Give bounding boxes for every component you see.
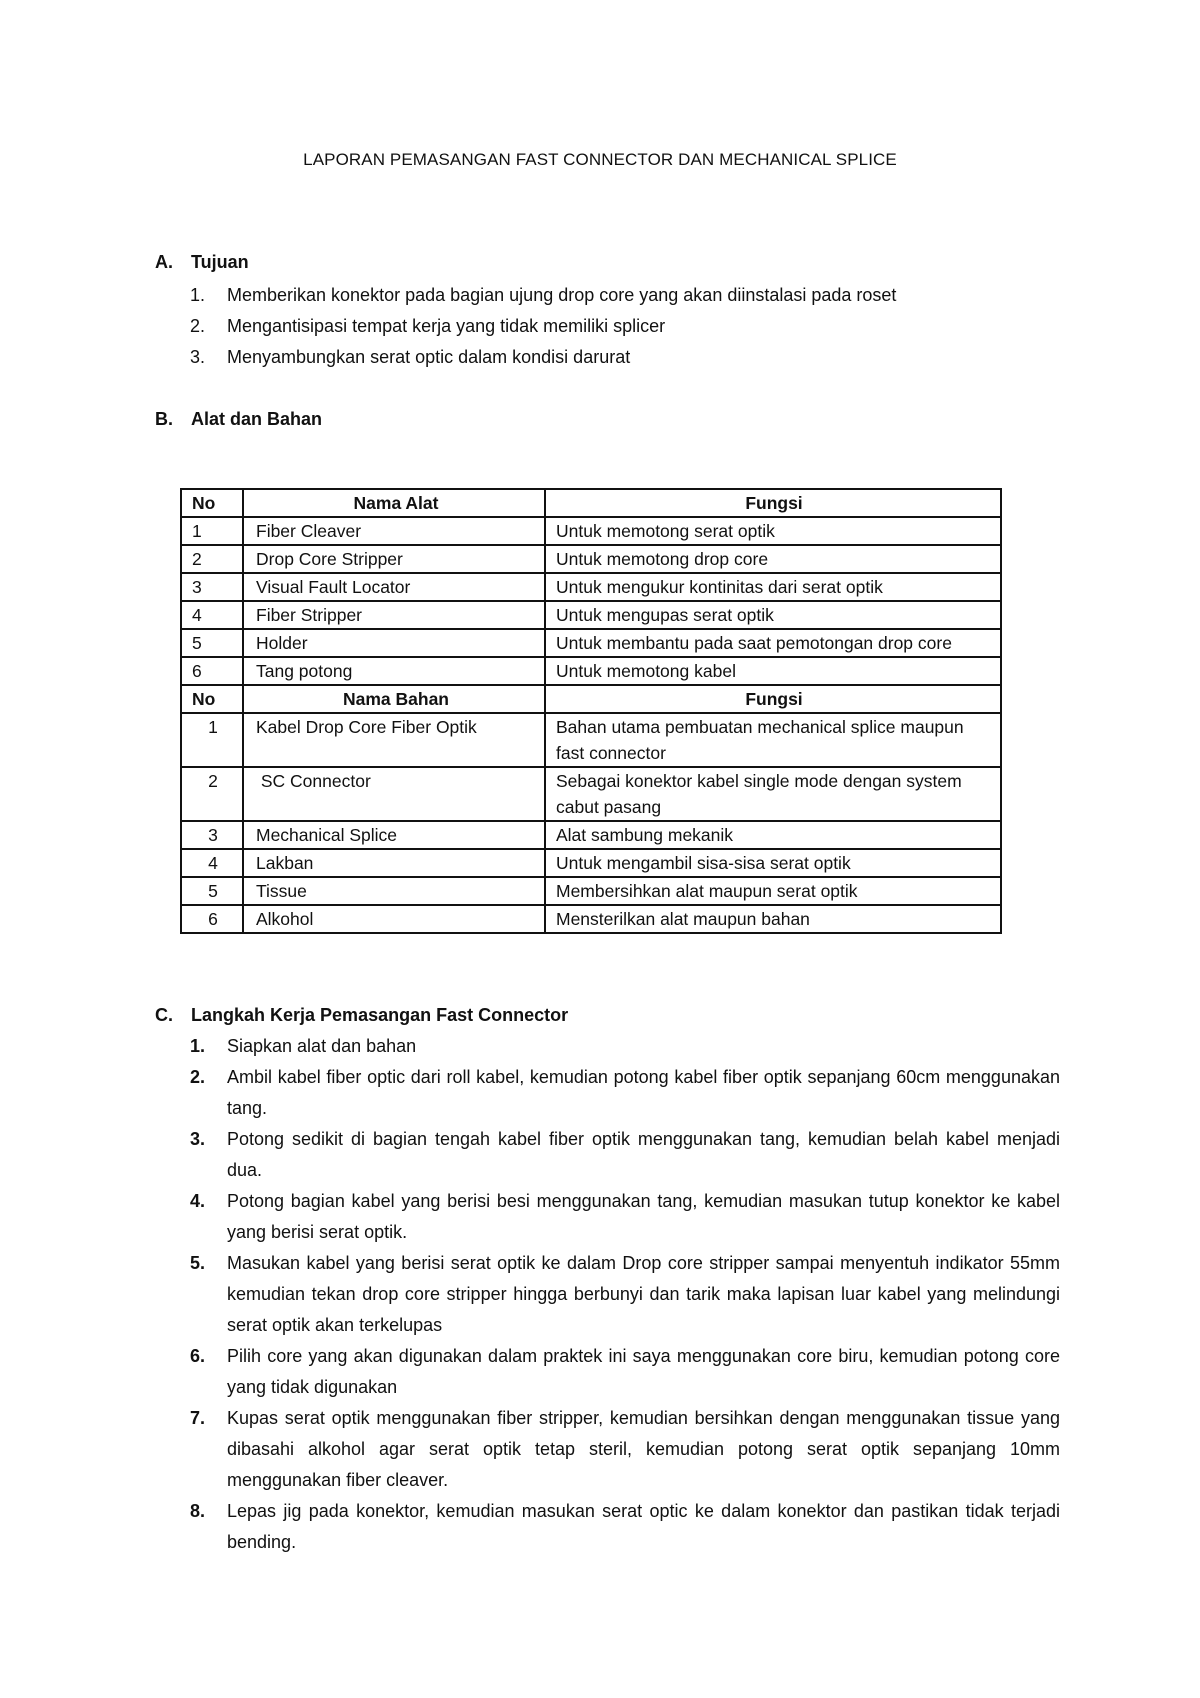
table-header-row: No Nama Alat Fungsi xyxy=(181,489,1001,517)
list-item: 1. Siapkan alat dan bahan xyxy=(190,1036,417,1056)
table-row: 4 Lakban Untuk mengambil sisa-sisa serat optik xyxy=(181,849,1001,877)
list-item: 2. Mengantisipasi tempat kerja yang tidak memiliki splicer xyxy=(190,316,666,336)
section-b-title: Alat dan Bahan xyxy=(191,409,323,429)
section-a-heading xyxy=(155,252,249,273)
list-item: 8. Lepas jig pada konektor, kemudian masukan serat optic ke dalam konektor dan pastikan tidak terjadi bending. xyxy=(190,1501,1060,1552)
table-row: 4 Fiber Stripper Untuk mengupas serat optik xyxy=(181,601,1001,629)
section-c-letter: C. xyxy=(155,1005,173,1025)
table-row: 3 Visual Fault Locator Untuk mengukur kontinitas dari serat optik xyxy=(181,573,1001,601)
section-b-heading xyxy=(155,409,322,430)
list-item: 5. Masukan kabel yang berisi serat optik ke dalam Drop core stripper sampai menyentuh indikator 55mm kemudian tekan drop core stripper hingga berbunyi dan tarik maka lapisan luar kabel yang melindungi serat optik akan terkelupas xyxy=(190,1253,1060,1335)
table-row: 5 Tissue Membersihkan alat maupun serat optik xyxy=(181,877,1001,905)
list-item: 3. Potong sedikit di bagian tengah kabel fiber optik menggunakan tang, kemudian belah kabel menjadi dua. xyxy=(190,1129,1060,1180)
list-item: 4. Potong bagian kabel yang berisi besi menggunakan tang, kemudian masukan tutup konektor ke kabel yang berisi serat optik. xyxy=(190,1191,1060,1242)
list-item: 6. Pilih core yang akan digunakan dalam praktek ini saya menggunakan core biru, kemudian potong core yang tidak digunakan xyxy=(190,1346,1060,1397)
list-item: 1. Memberikan konektor pada bagian ujung drop core yang akan diinstalasi pada roset xyxy=(190,285,897,305)
section-a-letter: A. xyxy=(155,252,173,272)
list-item: 2. Ambil kabel fiber optic dari roll kabel, kemudian potong kabel fiber optik sepanjang 60cm menggunakan tang. xyxy=(190,1067,1060,1118)
section-c-title: Langkah Kerja Pemasangan Fast Connector xyxy=(191,1005,569,1025)
section-c-heading xyxy=(155,1005,568,1026)
table-row: 6 Alkohol Mensterilkan alat maupun bahan xyxy=(181,905,1001,933)
list-item: 7. Kupas serat optik menggunakan fiber stripper, kemudian bersihkan dengan menggunakan tissue yang dibasahi alkohol agar serat optik tetap steril, kemudian potong serat optik sepanjang 10mm menggunakan fiber cleaver. xyxy=(190,1408,1060,1490)
table-row: 1 Kabel Drop Core Fiber Optik Bahan utama pembuatan mechanical splice maupun fast connector xyxy=(181,713,1001,767)
page-title: LAPORAN PEMASANGAN FAST CONNECTOR DAN MECHANICAL SPLICE xyxy=(303,150,897,169)
table-row: 5 Holder Untuk membantu pada saat pemotongan drop core xyxy=(181,629,1001,657)
table-row: 2 Drop Core Stripper Untuk memotong drop core xyxy=(181,545,1001,573)
table-row: 1 Fiber Cleaver Untuk memotong serat optik xyxy=(181,517,1001,545)
section-a-list xyxy=(190,280,1060,373)
section-a-title: Tujuan xyxy=(191,252,249,272)
table-row: 6 Tang potong Untuk memotong kabel xyxy=(181,657,1001,685)
tools-materials-table xyxy=(180,488,1002,934)
table-header-row: No Nama Bahan Fungsi xyxy=(181,685,1001,713)
table-row: 2 SC Connector Sebagai konektor kabel single mode dengan system cabut pasang xyxy=(181,767,1001,821)
table-row: 3 Mechanical Splice Alat sambung mekanik xyxy=(181,821,1001,849)
list-item: 3. Menyambungkan serat optic dalam kondisi darurat xyxy=(190,347,631,367)
section-c-steps xyxy=(190,1031,1060,1558)
section-b-letter: B. xyxy=(155,409,173,429)
